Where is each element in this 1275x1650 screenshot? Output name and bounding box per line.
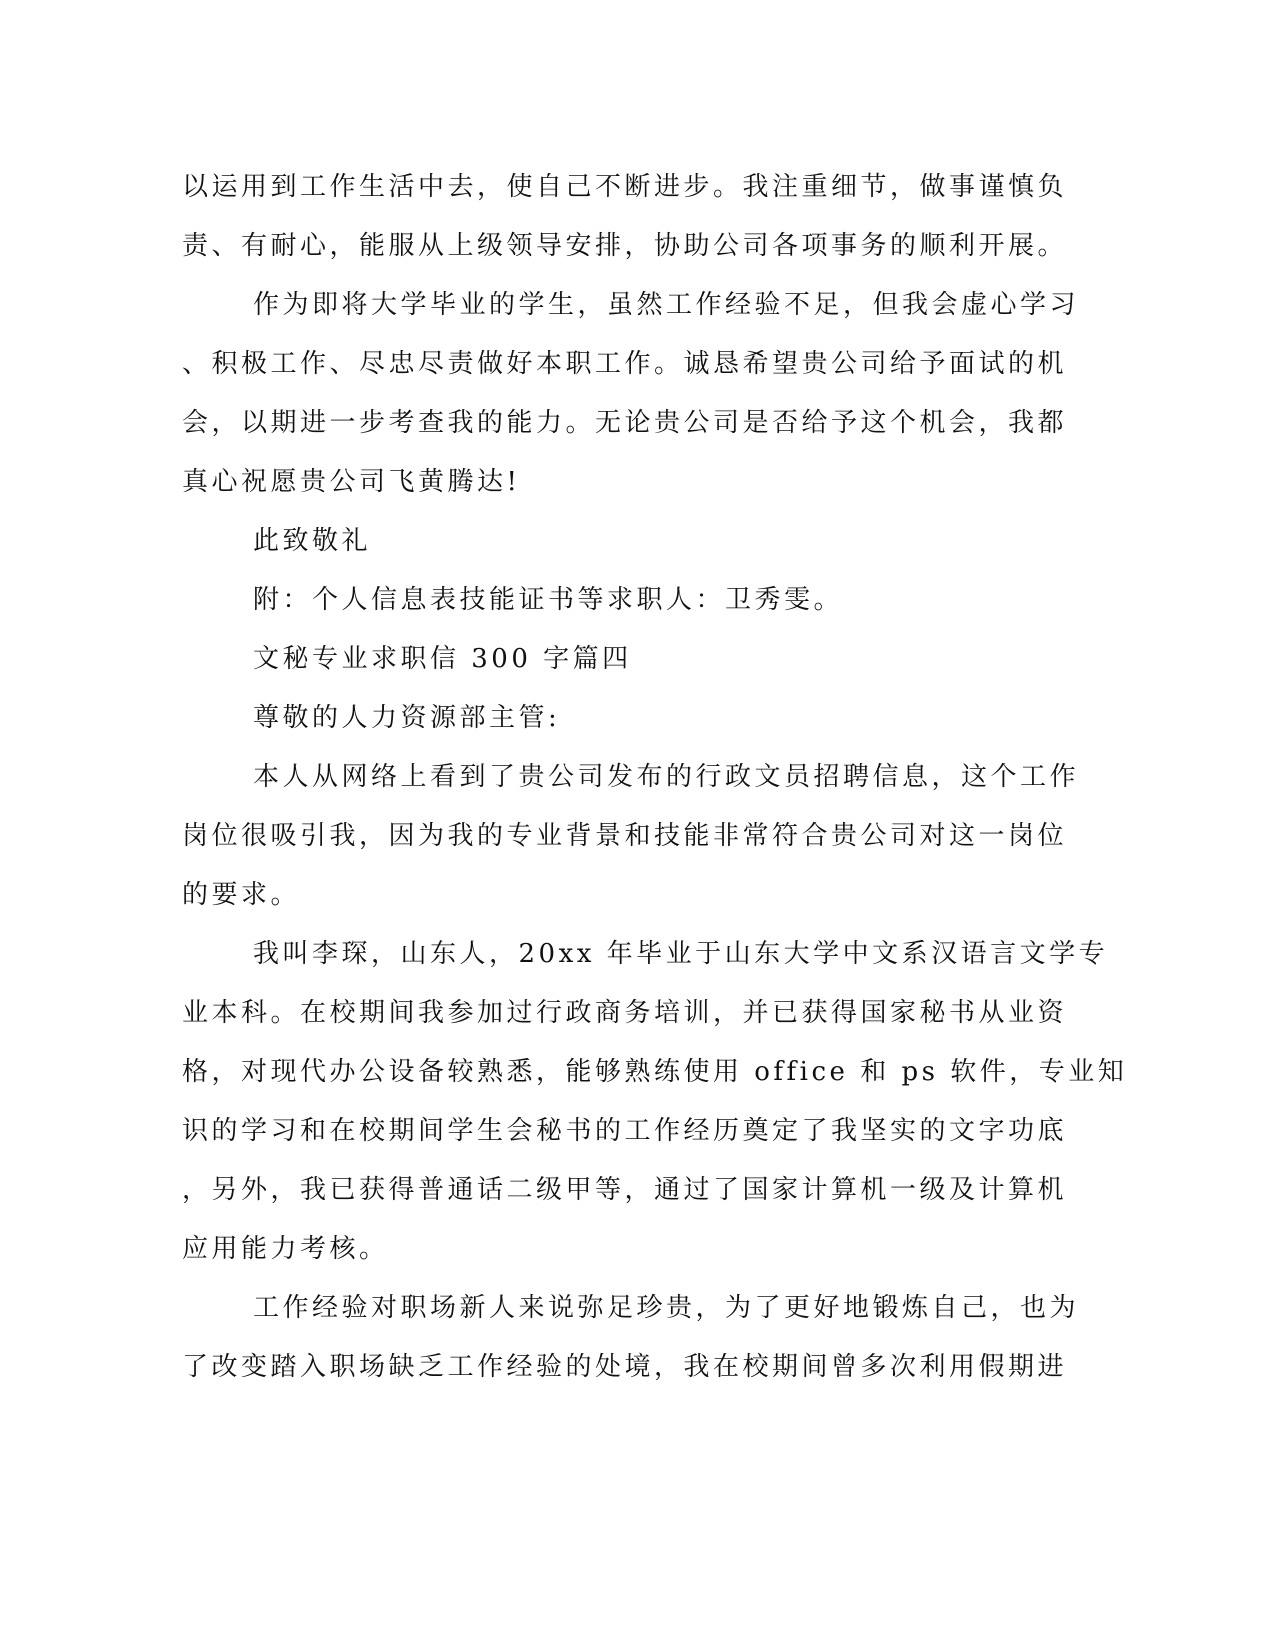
text-line: 识的学习和在校期间学生会秘书的工作经历奠定了我坚实的文字功底 xyxy=(182,1116,1068,1146)
text-line: 附：个人信息表技能证书等求职人：卫秀雯。 xyxy=(253,585,844,615)
text-line: 格，对现代办公设备较熟悉，能够熟练使用 office 和 ps 软件，专业知 xyxy=(182,1057,1128,1087)
text-line: 尊敬的人力资源部主管: xyxy=(253,703,561,733)
text-line: 工作经验对职场新人来说弥足珍贵，为了更好地锻炼自己，也为 xyxy=(253,1293,1080,1323)
text-line: 此致敬礼 xyxy=(253,526,372,556)
text-line: 的要求。 xyxy=(182,880,301,910)
text-line: 应用能力考核。 xyxy=(182,1234,389,1264)
text-line: 以运用到工作生活中去，使自己不断进步。我注重细节，做事谨慎负 xyxy=(182,172,1068,202)
text-line: 责、有耐心，能服从上级领导安排，协助公司各项事务的顺利开展。 xyxy=(182,231,1068,261)
text-line: 会，以期进一步考查我的能力。无论贵公司是否给予这个机会，我都 xyxy=(182,408,1068,438)
text-line: 、积极工作、尽忠尽责做好本职工作。诚恳希望贵公司给予面试的机 xyxy=(182,349,1068,379)
text-line: 作为即将大学毕业的学生，虽然工作经验不足，但我会虚心学习 xyxy=(253,290,1080,320)
text-line: 文秘专业求职信 300 字篇四 xyxy=(253,644,632,674)
text-line: 我叫李琛，山东人，20xx 年毕业于山东大学中文系汉语言文学专 xyxy=(253,939,1109,969)
text-line: 本人从网络上看到了贵公司发布的行政文员招聘信息，这个工作 xyxy=(253,762,1080,792)
text-line: ，另外，我已获得普通话二级甲等，通过了国家计算机一级及计算机 xyxy=(182,1175,1068,1205)
text-line: 业本科。在校期间我参加过行政商务培训，并已获得国家秘书从业资 xyxy=(182,998,1068,1028)
text-line: 了改变踏入职场缺乏工作经验的处境，我在校期间曾多次利用假期进 xyxy=(182,1352,1068,1382)
text-line: 岗位很吸引我，因为我的专业背景和技能非常符合贵公司对这一岗位 xyxy=(182,821,1068,851)
text-line: 真心祝愿贵公司飞黄腾达! xyxy=(182,467,521,497)
document-body xyxy=(182,158,1128,1397)
